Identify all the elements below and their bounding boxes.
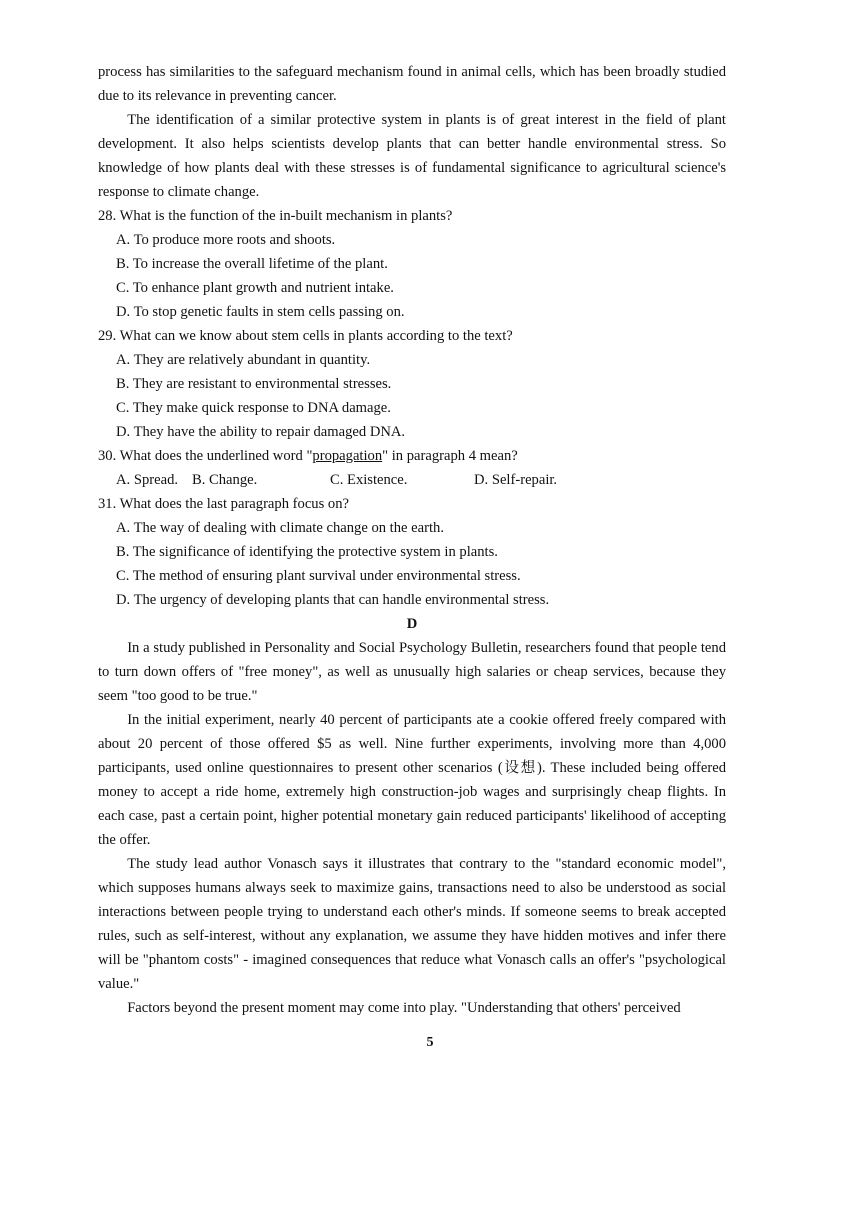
underlined-word: propagation <box>312 448 383 464</box>
stem-before: 30. What does the underlined word " <box>98 448 313 464</box>
option-a: A. They are relatively abundant in quantity. <box>116 352 371 368</box>
option-a: A. Spread. <box>116 472 179 488</box>
question-stem <box>98 444 726 468</box>
page-number: 5 <box>426 1035 434 1050</box>
option-d: D. The urgency of developing plants that can handle environmental stress. <box>116 592 550 608</box>
question-28 <box>98 204 726 324</box>
option-a: A. The way of dealing with climate change on the earth. <box>116 520 444 536</box>
option-c: C. To enhance plant growth and nutrient intake. <box>116 280 394 296</box>
question-30 <box>98 444 726 492</box>
option-b: B. They are resistant to environmental stresses. <box>116 376 392 392</box>
option-c: C. Existence. <box>330 472 408 488</box>
exam-page <box>98 60 726 1020</box>
question-stem: 29. What can we know about stem cells in plants according to the text? <box>98 328 513 344</box>
question-stem: 28. What is the function of the in-built mechanism in plants? <box>98 208 453 224</box>
passage-d-paragraph: In the initial experiment, nearly 40 percent of participants ate a cookie offered freely compared with about 20 percent of those offered $5 as well. Nine further experiments, involving more than 4,000 participants, used online questionnaires to present other scenarios (设想). These included being offered money to accept a ride home, extremely high construction-job wages and surprisingly cheap flights. In each case, past a certain point, higher potential monetary gain reduced participants' likelihood of accepting the offer. <box>98 712 726 848</box>
question-31 <box>98 492 726 612</box>
passage-c-paragraph-last: The identification of a similar protective system in plants is of great interest in the field of plant development. It also helps scientists develop plants that can better handle environmental stress. So knowledge of how plants deal with these stresses is of fundamental significance to agricultural science's response to climate change. <box>98 112 726 200</box>
passage-d-paragraph: Factors beyond the present moment may come into play. "Understanding that others' perceived <box>127 1000 681 1016</box>
option-d: D. They have the ability to repair damaged DNA. <box>116 424 406 440</box>
option-c: C. They make quick response to DNA damage. <box>116 400 391 416</box>
question-29 <box>98 324 726 444</box>
section-heading-d: D <box>406 616 418 632</box>
stem-after: " in paragraph 4 mean? <box>382 448 518 464</box>
option-d: D. Self-repair. <box>474 472 558 488</box>
question-stem: 31. What does the last paragraph focus on? <box>98 496 349 512</box>
passage-d-paragraph: In a study published in Personality and Social Psychology Bulletin, researchers found that people tend to turn down offers of "free money", as well as unusually high salaries or cheap services, because they seem "too good to be true." <box>98 640 726 704</box>
option-b: B. Change. <box>192 472 258 488</box>
option-b: B. To increase the overall lifetime of the plant. <box>116 256 388 272</box>
option-a: A. To produce more roots and shoots. <box>116 232 336 248</box>
option-b: B. The significance of identifying the protective system in plants. <box>116 544 498 560</box>
option-d: D. To stop genetic faults in stem cells passing on. <box>116 304 405 320</box>
option-c: C. The method of ensuring plant survival under environmental stress. <box>116 568 521 584</box>
passage-c-paragraph-end: process has similarities to the safeguard mechanism found in animal cells, which has been broadly studied due to its relevance in preventing cancer. <box>98 64 726 104</box>
options-row <box>116 468 726 492</box>
passage-d-paragraph: The study lead author Vonasch says it illustrates that contrary to the "standard economic model", which supposes humans always seek to maximize gains, transactions need to also be understood as social interactions between people trying to understand each other's minds. If someone seems to break accepted rules, such as self-interest, without any explanation, we assume they have hidden motives and infer there will be "phantom costs" - imagined consequences that reduce what Vonasch calls an offer's "psychological value." <box>98 856 726 992</box>
